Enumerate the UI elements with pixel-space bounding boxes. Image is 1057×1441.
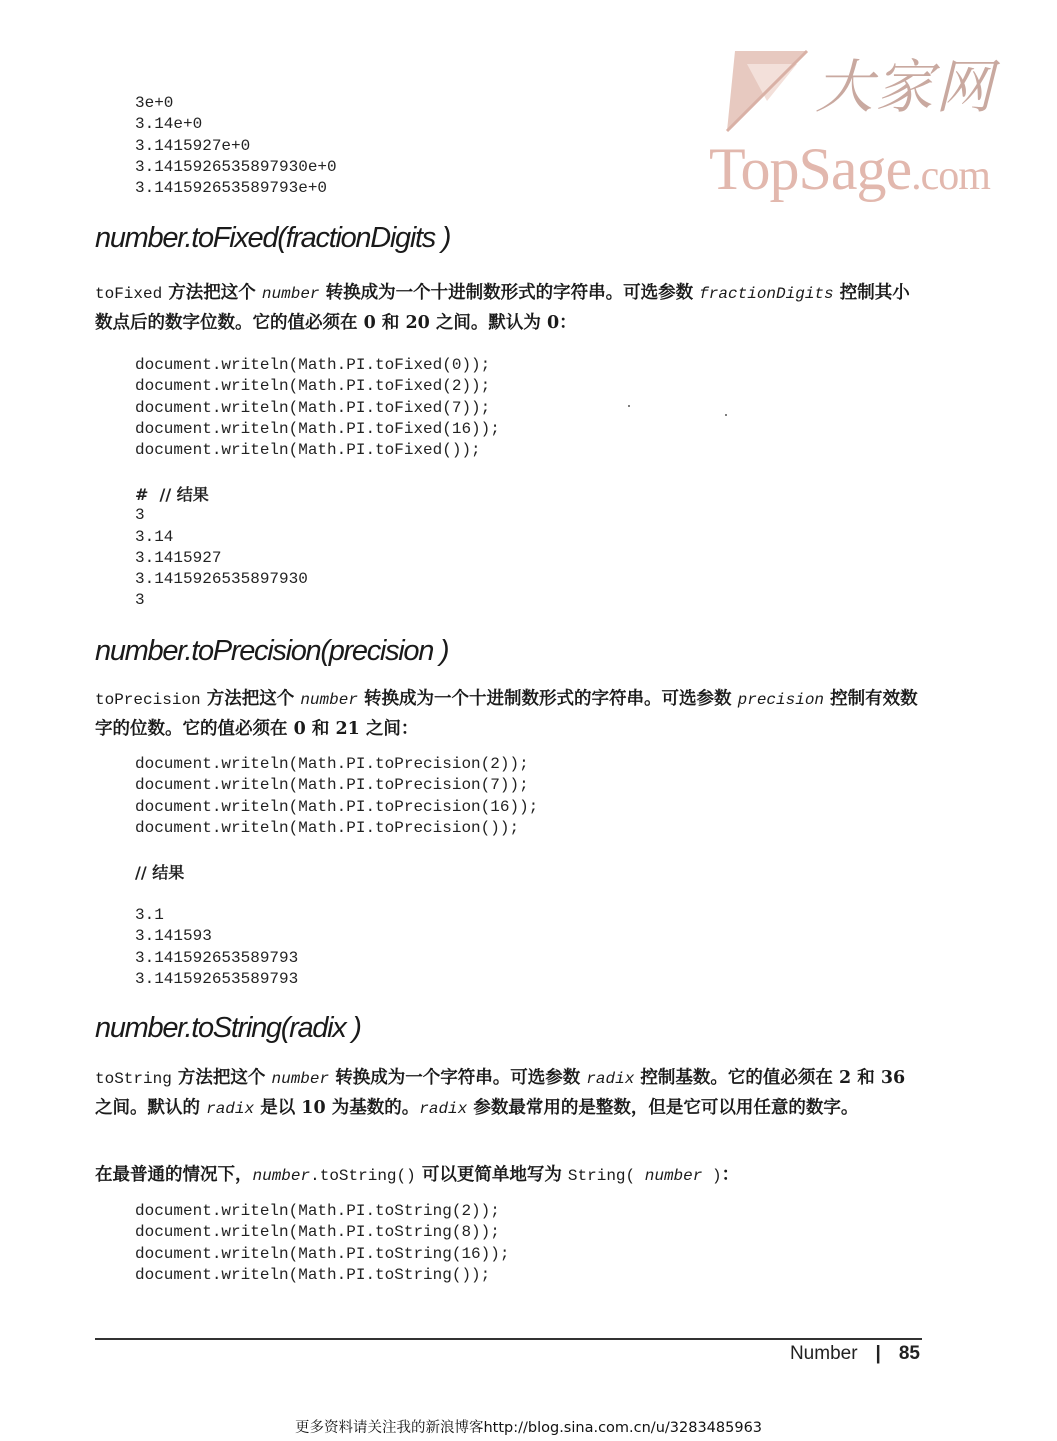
text-run: 是以 10 为基数的。 bbox=[254, 1097, 420, 1118]
code-line: 3.1415926535897930e+0 bbox=[135, 157, 337, 176]
text-run: 方法把这个 bbox=[200, 689, 301, 709]
text-run: 参数最常用的是整数，但是它可以用任意的数字。 bbox=[467, 1097, 859, 1118]
code-line: document.writeln(Math.PI.toPrecision(2)); bbox=[135, 755, 529, 773]
code-line: document.writeln(Math.PI.toString(2)); bbox=[135, 1202, 500, 1220]
text-run: 转换成为一个十进制数形式的字符串。可选参数 bbox=[319, 283, 700, 303]
heading-tostring: number.toString(radix ) bbox=[95, 1012, 361, 1044]
result-line: 3.141592653589793 bbox=[135, 969, 299, 988]
watermark-en bbox=[709, 135, 990, 204]
text-run: 转换成为一个十进制数形式的字符串。可选参数 bbox=[357, 689, 738, 709]
text-run: 方法把这个 bbox=[162, 283, 262, 303]
method-name: toFixed bbox=[95, 285, 163, 303]
result-line: 3.1415926535897930 bbox=[135, 570, 308, 589]
param-name: fractionDigits bbox=[699, 285, 834, 303]
text-run: 控制基数。它的值必须在 2 和 36 之间。默认的 bbox=[95, 1068, 906, 1118]
result-line: 3.14 bbox=[135, 527, 174, 546]
function-name: String( bbox=[567, 1167, 636, 1185]
heading-toprecision: number.toPrecision(precision ) bbox=[95, 635, 449, 667]
code-line: 3e+0 bbox=[135, 94, 174, 112]
code-line: document.writeln(Math.PI.toString(16)); bbox=[135, 1244, 510, 1263]
scan-dot bbox=[628, 405, 630, 407]
method-name: toPrecision bbox=[95, 691, 201, 709]
code-line: document.writeln(Math.PI.toFixed(2)); bbox=[135, 377, 491, 396]
method-call: .toString() bbox=[310, 1167, 416, 1185]
code-line: document.writeln(Math.PI.toFixed(7)); bbox=[135, 398, 491, 417]
text-run: 可以更简单地写为 bbox=[415, 1165, 568, 1185]
var-name: number bbox=[252, 1167, 311, 1185]
text-run: 转换成为一个字符串。可选参数 bbox=[329, 1068, 587, 1088]
bottom-note: 更多资料请关注我的新浪博客http://blog.sina.com.cn/u/3283485963 bbox=[294, 1420, 763, 1436]
code-line: document.writeln(Math.PI.toString()); bbox=[135, 1265, 491, 1284]
logo-mark-icon bbox=[707, 46, 817, 136]
tofixed-code-block bbox=[135, 355, 500, 461]
result-line: 3 bbox=[135, 506, 145, 525]
param-name: radix bbox=[586, 1070, 635, 1088]
param-name: radix bbox=[419, 1099, 468, 1118]
code-line: document.writeln(Math.PI.toString(8)); bbox=[135, 1223, 500, 1242]
code-line: document.writeln(Math.PI.toPrecision(7)); bbox=[135, 776, 529, 795]
watermark-en-main: TopSage bbox=[709, 136, 912, 202]
var-name: number bbox=[300, 691, 358, 709]
param-name: precision bbox=[737, 691, 825, 709]
tostring-code-block bbox=[135, 1201, 509, 1286]
watermark-cn: 大家网 bbox=[815, 53, 996, 121]
text-run: ： bbox=[721, 1165, 740, 1185]
scan-dot bbox=[725, 414, 727, 416]
code-line: document.writeln(Math.PI.toFixed()); bbox=[135, 441, 481, 460]
result-line: 3.141593 bbox=[135, 927, 212, 946]
footer-separator: | bbox=[875, 1343, 881, 1364]
result-line: 3 bbox=[135, 591, 145, 610]
tofixed-result-block bbox=[135, 484, 308, 612]
text-run: 控制其小数点后的数字位数。它的值必须在 0 和 20 之间。默认为 0： bbox=[95, 283, 910, 333]
var-name: number bbox=[271, 1070, 330, 1088]
toprecision-code-block bbox=[135, 754, 538, 839]
watermark-en-suffix: .com bbox=[911, 153, 990, 199]
tostring-description bbox=[95, 1064, 920, 1123]
text-run: 控制有效数字的位数。它的值必须在 0 和 21 之间： bbox=[95, 689, 918, 739]
result-line: 3.1 bbox=[135, 906, 164, 924]
footer-chapter-title: Number bbox=[789, 1343, 858, 1364]
result-line: 3.1415927 bbox=[135, 548, 222, 567]
page-number: 85 bbox=[898, 1343, 920, 1364]
top-output-block bbox=[135, 93, 337, 199]
code-line: document.writeln(Math.PI.toFixed(0)); bbox=[135, 356, 491, 374]
toprecision-result-block bbox=[135, 905, 298, 990]
footer-rule bbox=[95, 1338, 922, 1340]
heading-tofixed: number.toFixed(fractionDigits ) bbox=[95, 222, 451, 254]
code-line: 3.14e+0 bbox=[135, 115, 203, 134]
param-name: radix bbox=[206, 1099, 255, 1118]
watermark-logo bbox=[705, 40, 1015, 210]
toprecision-result-label-block bbox=[135, 862, 184, 883]
function-arg: number bbox=[635, 1167, 703, 1185]
var-name: number bbox=[261, 285, 320, 303]
result-label: // 结果 bbox=[135, 863, 185, 882]
code-line: 3.141592653589793e+0 bbox=[135, 179, 328, 198]
result-label: # // 结果 bbox=[135, 485, 209, 504]
function-close: ) bbox=[702, 1167, 722, 1185]
code-line: document.writeln(Math.PI.toPrecision()); bbox=[135, 818, 520, 837]
method-name: toString bbox=[95, 1070, 172, 1088]
code-line: document.writeln(Math.PI.toPrecision(16)); bbox=[135, 797, 539, 816]
tostring-note bbox=[95, 1161, 920, 1191]
code-line: document.writeln(Math.PI.toFixed(16)); bbox=[135, 419, 500, 438]
text-run: 在最普通的情况下， bbox=[95, 1165, 253, 1185]
text-run: 方法把这个 bbox=[171, 1068, 272, 1088]
code-line: 3.1415927e+0 bbox=[135, 136, 251, 155]
tofixed-description bbox=[95, 279, 920, 337]
toprecision-description bbox=[95, 685, 920, 743]
result-line: 3.141592653589793 bbox=[135, 948, 299, 967]
page-footer bbox=[790, 1343, 920, 1365]
